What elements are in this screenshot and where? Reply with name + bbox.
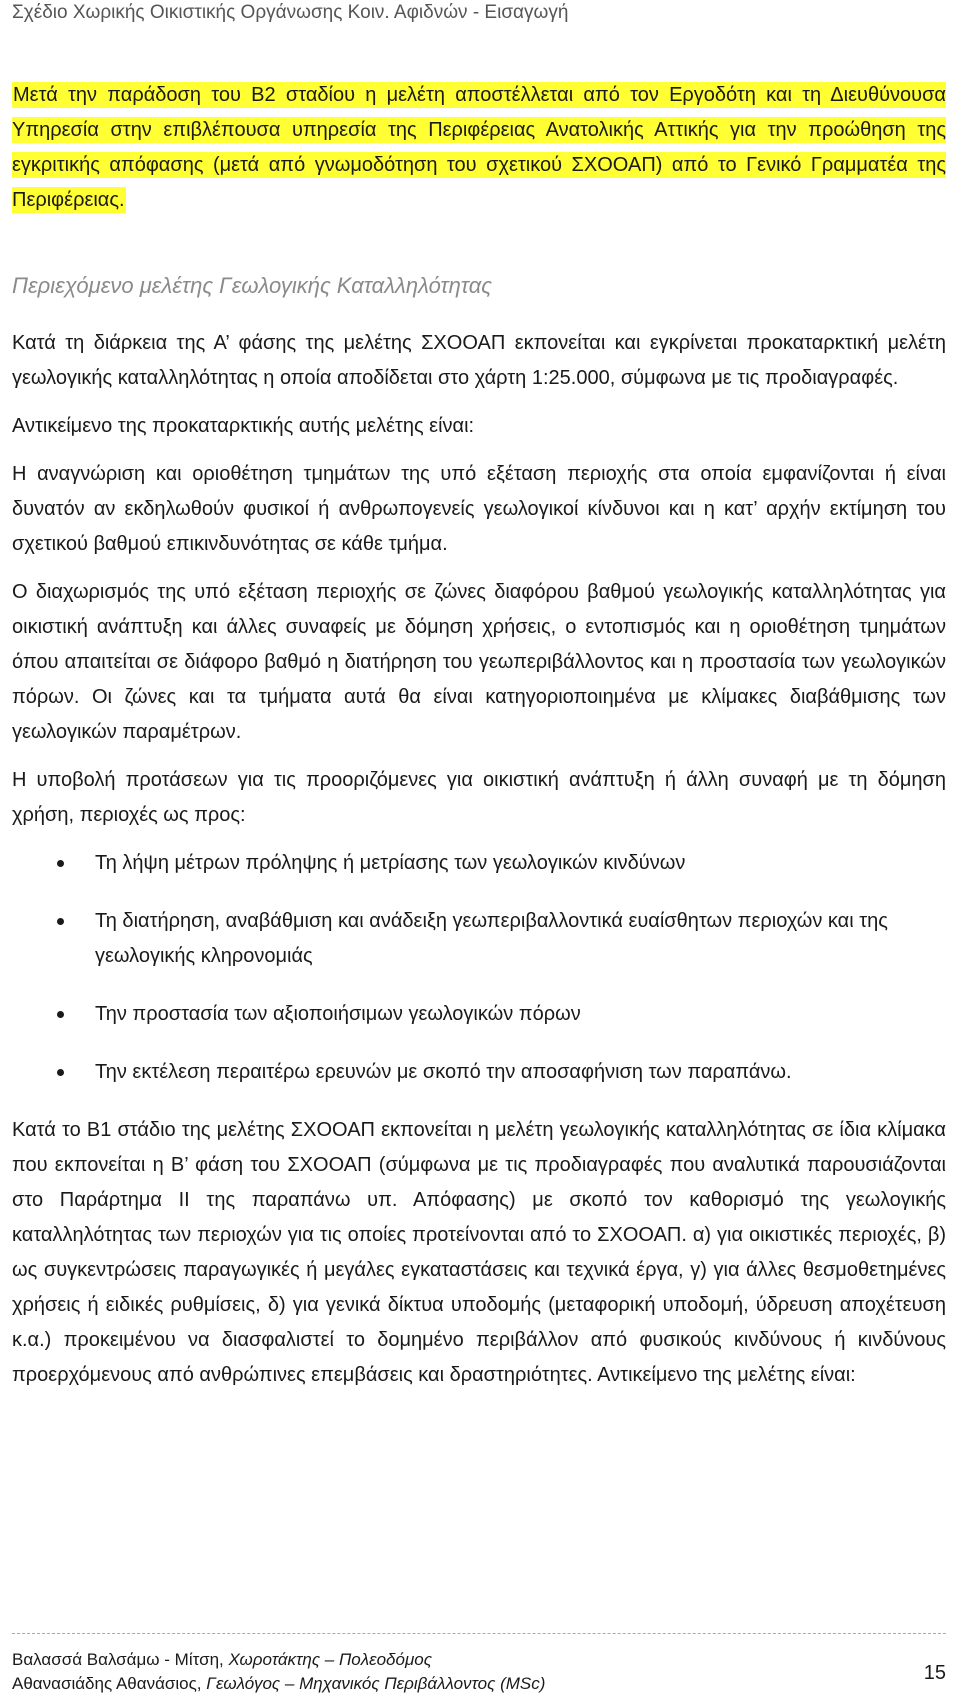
footer [12,1648,946,1696]
paragraph-zoning: Ο διαχωρισμός της υπό εξέταση περιοχής σε ζώνες διαφόρου βαθμού γεωλογικής καταλληλότητας για οικιστική ανάπτυξη και άλλες συναφείς με δόμηση χρήσεις, ο εντοπισμός και η οριοθέτηση τμημάτων όπου απαιτείται σε διάφορο βαθμό η διατήρηση του γεωπεριβάλλοντος και η προστασία των γεωλογικών πόρων. Οι ζώνες και τα τμήματα αυτά θα είναι κατηγοριοποιημένα με κλίμακες διαβάθμισης των γεωλογικών παραμέτρων. [12,581,946,743]
list-item: Τη διατήρηση, αναβάθμιση και ανάδειξη γεωπεριβαλλοντικά ευαίσθητων περιοχών και της γεωλογικής κληρονομιάς [12,904,946,974]
section-heading: Περιεχόμενο μελέτης Γεωλογικής Καταλληλότητας [12,273,492,298]
author-2-role: Γεωλόγος – Μηχανικός Περιβάλλοντος (MSc) [206,1674,546,1693]
list-item: Τη λήψη μέτρων πρόληψης ή μετρίασης των γεωλογικών κινδύνων [12,846,946,881]
highlighted-paragraph [12,78,946,218]
page-number: 15 [923,1662,946,1684]
list-item: Την προστασία των αξιοποιήσιμων γεωλογικών πόρων [12,997,946,1032]
paragraph-b1-stage: Κατά το Β1 στάδιο της μελέτης ΣΧΟΟΑΠ εκπονείται η μελέτη γεωλογικής καταλληλότητας σε ίδια κλίμακα που εκπονείται η Β’ φάση του ΣΧΟΟΑΠ (σύμφωνα με τις προδιαγραφές που αναλυτικά παρουσιάζονται στο Παράρτημα ΙΙ της παραπάνω υπ. Απόφασης) με σκοπό τον καθορισμό της γεωλογικής καταλληλότητας των περιοχών για τις οποίες προτείνονται από το ΣΧΟΟΑΠ. α) για οικιστικές περιοχές, β) ως συγκεντρώσεις παραγωγικές ή μεγάλες εγκαταστάσεις και τεχνικά έργα, γ) για άλλες θεσμοθετημένες χρήσεις ή ειδικές ρυθμίσεις, δ) για γενικά δίκτυα υποδομής (μεταφορική υποδομή, ύδρευση αποχέτευση κ.α.) προκειμένου να διασφαλιστεί το δομημένο περιβάλλον από φυσικούς κινδύνους ή κινδύνους προερχόμενους από ανθρώπινες επεμβάσεις και δραστηριότητες. Αντικείμενο της μελέτης είναι: [12,1119,946,1386]
bullet-icon [57,1069,64,1076]
list-item: Την εκτέλεση περαιτέρω ερευνών με σκοπό την αποσαφήνιση των παραπάνω. [12,1055,946,1090]
document-body [12,78,946,1406]
footer-divider [12,1633,946,1634]
highlighted-text: Μετά την παράδοση του Β2 σταδίου η μελέτη αποστέλλεται από τον Εργοδότη και τη Διευθύνουσα Υπηρεσία στην επιβλέπουσα υπηρεσία της Περιφέρειας Ανατολικής Αττικής για την προώθηση της εγκριτικής απόφασης (μετά από γνωμοδότηση του σχετικού ΣΧΟΟΑΠ) από το Γενικό Γραμματέα της Περιφέρειας. [12,84,946,211]
bullet-icon [57,918,64,925]
bullet-icon [57,860,64,867]
bullet-list [12,846,946,1090]
paragraph-objective-intro: Αντικείμενο της προκαταρκτικής αυτής μελέτης είναι: [12,415,475,437]
page-header: Σχέδιο Χωρικής Οικιστικής Οργάνωσης Κοιν. Αφιδνών - Εισαγωγή [12,2,569,23]
footer-author-1: Βαλασσά Βαλσάμω - Μίτση, Χωροτάκτης – Πολεοδόμος [12,1650,432,1669]
author-1-role: Χωροτάκτης – Πολεοδόμος [228,1650,432,1669]
paragraph-hazard-identification: Η αναγνώριση και οριοθέτηση τμημάτων της υπό εξέταση περιοχής στα οποία εμφανίζονται ή είναι δυνατόν αν εκδηλωθούν φυσικοί ή ανθρωπογενείς γεωλογικοί κίνδυνοι και η κατ’ αρχήν εκτίμηση του σχετικού βαθμού επικινδυνότητας σε κάθε τμήμα. [12,463,946,555]
paragraph-preliminary-study: Κατά τη διάρκεια της Α’ φάσης της μελέτης ΣΧΟΟΑΠ εκπονείται και εγκρίνεται προκαταρκτική μελέτη γεωλογικής καταλληλότητας η οποία αποδίδεται στο χάρτη 1:25.000, σύμφωνα με τις προδιαγραφές. [12,332,946,389]
footer-author-2: Αθανασιάδης Αθανάσιος, Γεωλόγος – Μηχανικός Περιβάλλοντος (MSc) [12,1674,546,1693]
paragraph-proposals: Η υποβολή προτάσεων για τις προοριζόμενες για οικιστική ανάπτυξη ή άλλη συναφή με τη δόμηση χρήση, περιοχές ως προς: [12,769,946,826]
bullet-icon [57,1011,64,1018]
